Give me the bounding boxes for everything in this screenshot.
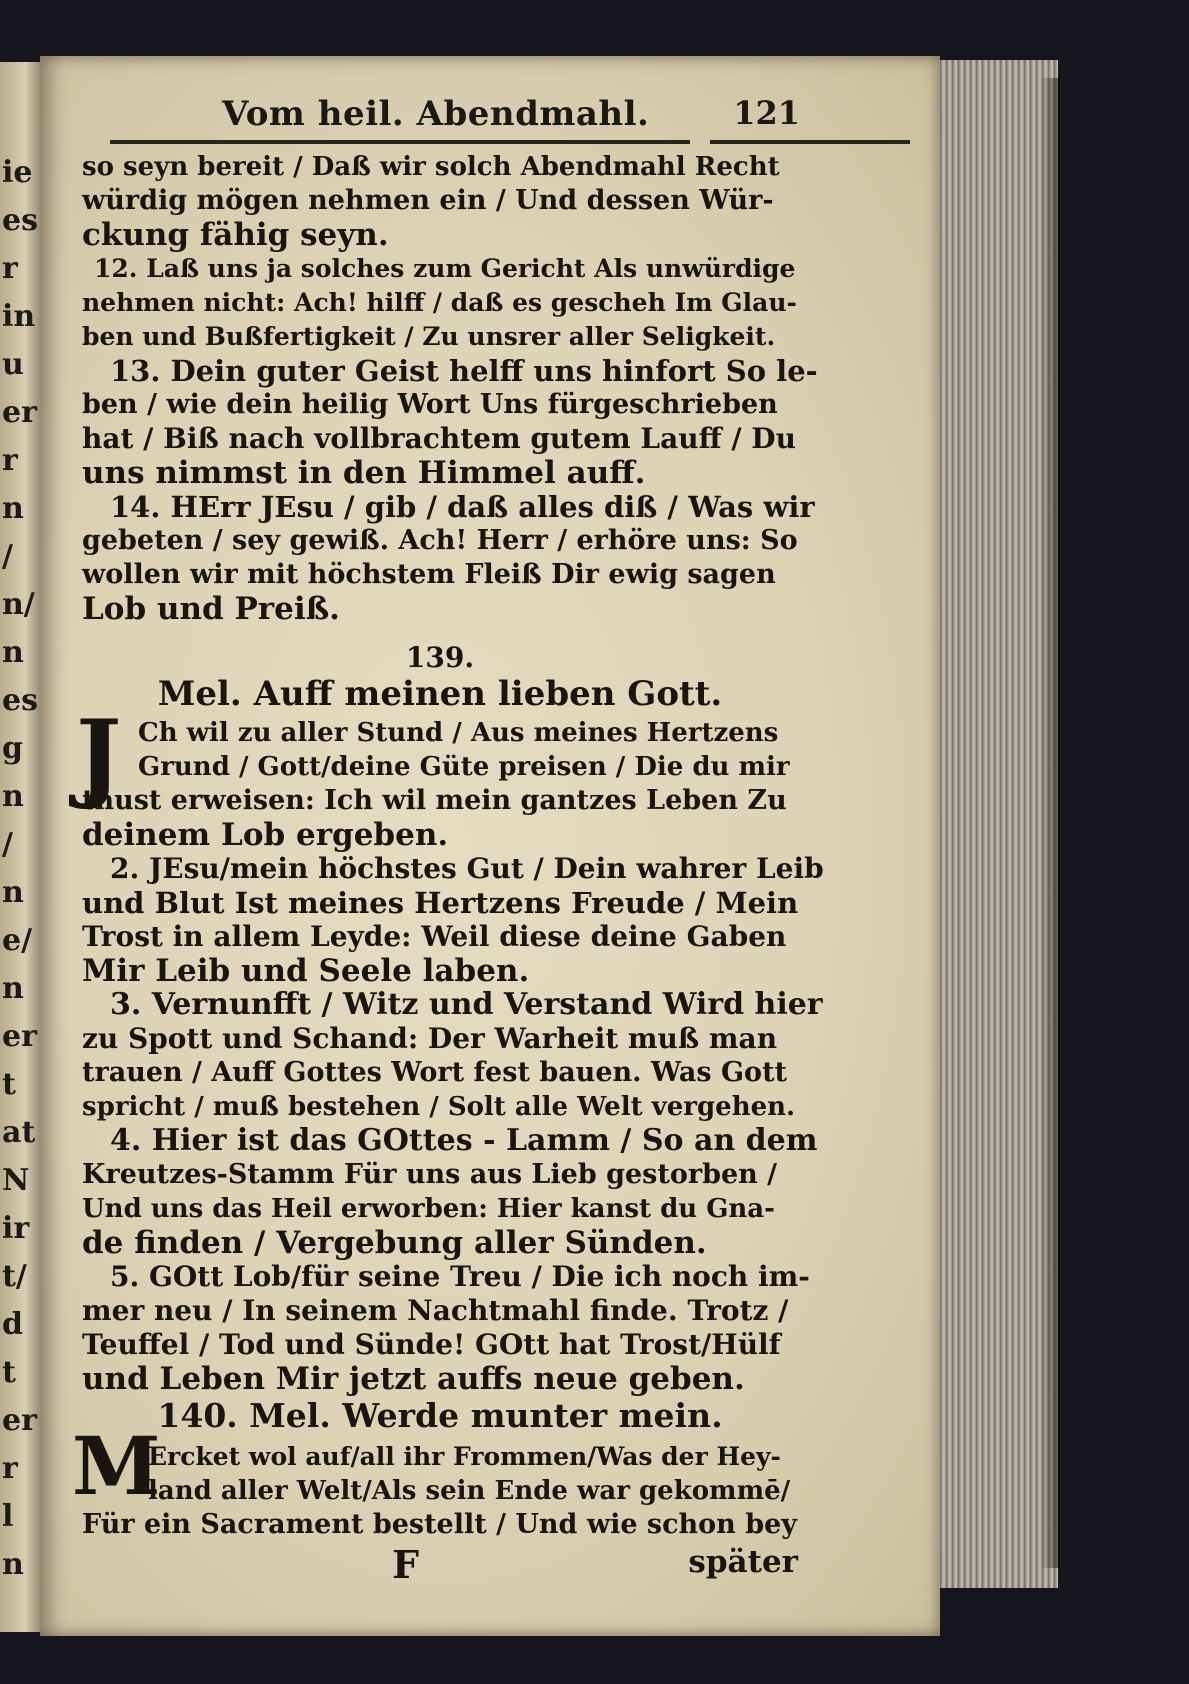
text-line: zu Spott und Schand: Der Warheit muß man xyxy=(82,1022,778,1055)
facing-page-fragment: e/ xyxy=(2,923,33,958)
facing-page-fragment: g xyxy=(2,731,23,766)
text-line: mer neu / In seinem Nachtmahl finde. Trotz / xyxy=(82,1294,789,1327)
text-line: Teuffel / Tod und Sünde! GOtt hat Trost/Hülf xyxy=(82,1328,781,1361)
facing-page-fragment: t/ xyxy=(2,1259,27,1294)
text-line: Und uns das Heil erworben: Hier kanst du Gna- xyxy=(82,1194,775,1224)
facing-page-fragment: n xyxy=(2,1547,24,1582)
facing-page-fragment: n/ xyxy=(2,587,35,622)
drop-cap: M xyxy=(72,1419,161,1513)
text-line: thust erweisen: Ich wil mein gantzes Leben Zu xyxy=(82,785,787,816)
text-line: 4. Hier ist das GOttes - Lamm / So an dem xyxy=(110,1123,818,1158)
text-line: ben und Bußfertigkeit / Zu unsrer aller Seligkeit. xyxy=(82,322,776,351)
facing-page-fragment: in xyxy=(2,299,36,334)
facing-page-fragment: es xyxy=(2,203,38,238)
facing-page-fragment: n xyxy=(2,971,24,1006)
facing-page-fragment: es xyxy=(2,683,38,718)
hymn-number: 139. xyxy=(405,641,475,674)
facing-page-fragment: at xyxy=(2,1115,36,1150)
text-line: 13. Dein guter Geist helff uns hinfort So le- xyxy=(110,354,818,388)
signature-mark: F xyxy=(392,1542,419,1587)
text-line: ckung fähig seyn. xyxy=(82,217,389,253)
text-line: wollen wir mit höchstem Fleiß Dir ewig sagen xyxy=(82,559,776,590)
header-rule-left xyxy=(110,140,690,144)
facing-page-fragment: / xyxy=(2,539,13,574)
running-head: Vom heil. Abendmahl. xyxy=(222,94,650,134)
facing-page-fragment: r xyxy=(2,251,18,286)
facing-page-fragment: r xyxy=(2,1451,18,1486)
text-line: 5. GOtt Lob/für seine Treu / Die ich noch im- xyxy=(110,1260,810,1293)
hymn-heading: 140. Mel. Werde munter mein. xyxy=(157,1396,723,1435)
facing-page-fragment: er xyxy=(2,1403,37,1438)
text-line: land aller Welt/Als sein Ende war gekommē/ xyxy=(148,1476,791,1506)
facing-page-edge xyxy=(0,62,42,1632)
text-line: Trost in allem Leyde: Weil diese deine Gaben xyxy=(82,920,787,953)
text-line: de finden / Vergebung aller Sünden. xyxy=(82,1225,707,1261)
text-line: und Blut Ist meines Hertzens Freude / Mein xyxy=(82,886,799,920)
page-header xyxy=(150,94,800,142)
page-edge-shadow xyxy=(1040,78,1060,1568)
facing-page-fragment: er xyxy=(2,395,37,430)
facing-page-fragment: n xyxy=(2,779,24,814)
text-line: deinem Lob ergeben. xyxy=(82,817,449,853)
catchword: später xyxy=(688,1544,798,1580)
text-line: Mir Leib und Seele laben. xyxy=(82,953,530,989)
facing-page-fragment: / xyxy=(2,827,13,862)
facing-page-fragment: r xyxy=(2,443,18,478)
facing-page-fragment: ie xyxy=(2,155,33,190)
text-line: so seyn bereit / Daß wir solch Abendmahl Recht xyxy=(82,152,780,182)
text-line: würdig mögen nehmen ein / Und dessen Wür- xyxy=(82,185,774,216)
header-rule-right xyxy=(710,140,910,144)
facing-page-fragment: d xyxy=(2,1307,23,1342)
facing-page-fragment: n xyxy=(2,635,24,670)
hymn-melody: Mel. Auff meinen lieben Gott. xyxy=(157,674,723,714)
facing-page-fragment: n xyxy=(2,491,24,526)
facing-page-fragment: t xyxy=(2,1355,16,1390)
text-line: 3. Vernunfft / Witz und Verstand Wird hier xyxy=(110,987,823,1022)
text-line: Ercket wol auf/all ihr Frommen/Was der Hey- xyxy=(148,1442,781,1471)
facing-page-fragment: ir xyxy=(2,1211,30,1246)
text-line: hat / Biß nach vollbrachtem gutem Lauff / Du xyxy=(82,422,796,455)
page-number: 121 xyxy=(733,94,800,132)
text-line: Lob und Preiß. xyxy=(82,591,340,627)
drop-cap: J xyxy=(76,699,122,812)
text-line: ben / wie dein heilig Wort Uns fürgeschrieben xyxy=(82,389,778,420)
text-line: gebeten / sey gewiß. Ach! Herr / erhöre uns: So xyxy=(82,525,798,556)
facing-page-fragment: er xyxy=(2,1019,37,1054)
text-line: Kreutzes-Stamm Für uns aus Lieb gestorben / xyxy=(82,1159,778,1190)
text-line: 2. JEsu/mein höchstes Gut / Dein wahrer Leib xyxy=(110,852,824,885)
text-line: spricht / muß bestehen / Solt alle Welt vergehen. xyxy=(82,1092,796,1122)
text-line: Grund / Gott/deine Güte preisen / Die du mir xyxy=(138,752,790,782)
facing-page-fragment: N xyxy=(2,1163,30,1198)
facing-page-fragment: n xyxy=(2,875,24,910)
text-line: nehmen nicht: Ach! hilff / daß es gescheh Im Glau- xyxy=(82,288,797,317)
text-line: 12. Laß uns ja solches zum Gericht Als unwürdige xyxy=(94,254,796,283)
text-line: Für ein Sacrament bestellt / Und wie schon bey xyxy=(82,1509,797,1540)
text-line: und Leben Mir jetzt auffs neue geben. xyxy=(82,1361,745,1397)
text-line: trauen / Auff Gottes Wort fest bauen. Was Gott xyxy=(82,1057,788,1088)
text-line: Ch wil zu aller Stund / Aus meines Hertzens xyxy=(138,718,779,748)
text-line: uns nimmst in den Himmel auff. xyxy=(82,455,646,491)
facing-page-fragment: t xyxy=(2,1067,16,1102)
facing-page-fragment: u xyxy=(2,347,24,382)
facing-page-fragment: l xyxy=(2,1499,14,1534)
text-line: 14. HErr JEsu / gib / daß alles diß / Was wir xyxy=(110,490,815,524)
